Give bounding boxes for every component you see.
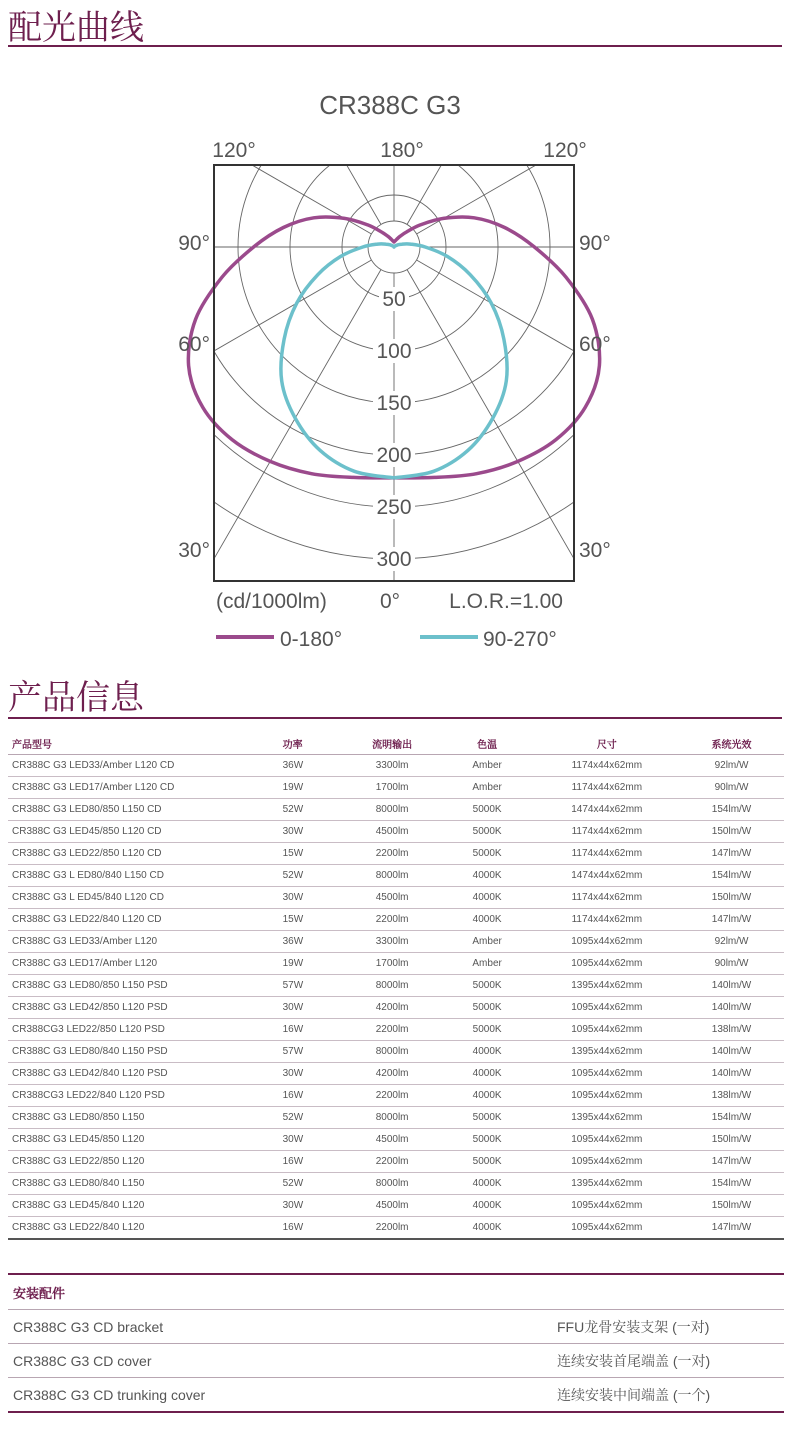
header-lumen: 流明输出 — [345, 732, 440, 755]
table-cell: 147lm/W — [679, 909, 784, 931]
table-cell: 1095x44x62mm — [535, 1085, 679, 1107]
table-row — [8, 865, 784, 887]
table-cell: 4000K — [440, 1085, 535, 1107]
table-cell: 19W — [279, 777, 345, 799]
table-cell: 16W — [279, 1151, 345, 1173]
table-row — [8, 931, 784, 953]
table-cell: CR388C G3 LED22/850 L120 CD — [8, 843, 279, 865]
table-cell: 15W — [279, 843, 345, 865]
table-cell: 1095x44x62mm — [535, 1129, 679, 1151]
table-cell: 4500lm — [345, 1195, 440, 1217]
table-cell: 1700lm — [345, 777, 440, 799]
table-cell: CR388C G3 LED22/850 L120 — [8, 1151, 279, 1173]
table-cell: 8000lm — [345, 1107, 440, 1129]
table-cell: 147lm/W — [679, 843, 784, 865]
table-cell: 30W — [279, 887, 345, 909]
table-row — [8, 887, 784, 909]
accessory-row — [8, 1344, 784, 1378]
table-cell: 2200lm — [345, 1085, 440, 1107]
table-cell: 147lm/W — [679, 1151, 784, 1173]
table-row — [8, 1041, 784, 1063]
table-cell: 3300lm — [345, 931, 440, 953]
table-cell: CR388C G3 LED33/Amber L120 — [8, 931, 279, 953]
table-cell: 36W — [279, 931, 345, 953]
table-cell: 138lm/W — [679, 1085, 784, 1107]
table-cell: 140lm/W — [679, 975, 784, 997]
table-cell: 150lm/W — [679, 821, 784, 843]
table-cell: 30W — [279, 997, 345, 1019]
table-cell: 19W — [279, 953, 345, 975]
table-cell: 5000K — [440, 975, 535, 997]
table-cell: 1395x44x62mm — [535, 1041, 679, 1063]
table-cell: 5000K — [440, 1019, 535, 1041]
product-section-title: 产品信息 — [8, 678, 144, 718]
table-cell: 90lm/W — [679, 777, 784, 799]
table-cell: 1174x44x62mm — [535, 777, 679, 799]
table-cell: 1095x44x62mm — [535, 1019, 679, 1041]
table-cell: CR388C G3 LED42/850 L120 PSD — [8, 997, 279, 1019]
table-cell: 1395x44x62mm — [535, 975, 679, 997]
table-cell: 8000lm — [345, 799, 440, 821]
table-cell: 5000K — [440, 1107, 535, 1129]
header-size: 尺寸 — [535, 732, 679, 755]
accessory-name: CR388C G3 CD trunking cover — [13, 1387, 206, 1403]
table-row — [8, 1129, 784, 1151]
table-cell: CR388C G3 L ED80/840 L150 CD — [8, 865, 279, 887]
angle-label-90-left: 90° — [178, 232, 210, 255]
chart-legend — [216, 628, 557, 651]
header-model: 产品型号 — [8, 732, 279, 755]
table-cell: CR388CG3 LED22/850 L120 PSD — [8, 1019, 279, 1041]
table-cell: 154lm/W — [679, 1173, 784, 1195]
table-cell: 4000K — [440, 1063, 535, 1085]
table-cell: 4500lm — [345, 1129, 440, 1151]
table-cell: 4000K — [440, 887, 535, 909]
table-row — [8, 799, 784, 821]
unit-label: (cd/1000lm) — [216, 590, 327, 613]
table-cell: 5000K — [440, 1151, 535, 1173]
table-cell: 30W — [279, 1195, 345, 1217]
section-divider — [8, 717, 782, 719]
table-cell: 1700lm — [345, 953, 440, 975]
table-row — [8, 1063, 784, 1085]
table-cell: CR388C G3 LED80/850 L150 CD — [8, 799, 279, 821]
table-cell: 4000K — [440, 865, 535, 887]
table-cell: Amber — [440, 931, 535, 953]
table-cell: 5000K — [440, 821, 535, 843]
table-cell: 5000K — [440, 997, 535, 1019]
angle-label-30-left: 30° — [178, 539, 210, 562]
table-cell: CR388C G3 LED80/850 L150 — [8, 1107, 279, 1129]
table-cell: 15W — [279, 909, 345, 931]
table-cell: 16W — [279, 1019, 345, 1041]
table-cell: 4000K — [440, 1217, 535, 1240]
table-cell: 52W — [279, 865, 345, 887]
table-cell: 1095x44x62mm — [535, 931, 679, 953]
accessory-name: CR388C G3 CD cover — [13, 1353, 152, 1369]
table-cell: 52W — [279, 799, 345, 821]
angle-label-0: 0° — [379, 590, 401, 613]
table-cell: 154lm/W — [679, 865, 784, 887]
table-cell: CR388C G3 LED45/850 L120 — [8, 1129, 279, 1151]
table-cell: CR388C G3 LED42/840 L120 PSD — [8, 1063, 279, 1085]
table-cell: 8000lm — [345, 865, 440, 887]
table-cell: CR388C G3 LED17/Amber L120 — [8, 953, 279, 975]
angle-label-120-right: 120° — [543, 139, 587, 162]
section-divider — [8, 45, 782, 47]
table-header-row — [8, 732, 784, 755]
accessories-title: 安装配件 — [8, 1275, 784, 1310]
table-cell: CR388C G3 LED80/840 L150 PSD — [8, 1041, 279, 1063]
table-cell: 5000K — [440, 799, 535, 821]
table-cell: 4000K — [440, 1041, 535, 1063]
table-cell: 4500lm — [345, 821, 440, 843]
table-row — [8, 777, 784, 799]
angle-label-30-right: 30° — [579, 539, 611, 562]
table-cell: 30W — [279, 1063, 345, 1085]
angle-label-120-left: 120° — [212, 139, 256, 162]
table-cell: 5000K — [440, 843, 535, 865]
table-cell: 2200lm — [345, 1151, 440, 1173]
table-cell: 138lm/W — [679, 1019, 784, 1041]
accessory-desc: 连续安装中间端盖 (一个) — [557, 1387, 711, 1403]
table-cell: 1174x44x62mm — [535, 821, 679, 843]
legend-label-90-270: 90-270° — [483, 628, 557, 651]
table-cell: 92lm/W — [679, 931, 784, 953]
table-cell: 2200lm — [345, 843, 440, 865]
table-cell: 4200lm — [345, 1063, 440, 1085]
table-cell: 52W — [279, 1107, 345, 1129]
table-cell: Amber — [440, 755, 535, 777]
table-cell: 1095x44x62mm — [535, 1217, 679, 1240]
radial-tick-label: 300 — [376, 548, 412, 571]
angle-label-90-right: 90° — [579, 232, 611, 255]
lor-label: L.O.R.=1.00 — [449, 590, 563, 613]
table-cell: 1174x44x62mm — [535, 909, 679, 931]
table-cell: CR388C G3 LED17/Amber L120 CD — [8, 777, 279, 799]
photometric-section-title: 配光曲线 — [8, 8, 144, 48]
chart-title: CR388C G3 — [319, 90, 461, 120]
radial-tick-label: 250 — [376, 496, 412, 519]
table-cell: 154lm/W — [679, 799, 784, 821]
radial-tick-label: 200 — [376, 444, 412, 467]
table-row — [8, 975, 784, 997]
table-cell: 154lm/W — [679, 1107, 784, 1129]
table-cell: CR388C G3 LED45/840 L120 — [8, 1195, 279, 1217]
table-cell: 150lm/W — [679, 1195, 784, 1217]
table-cell: 8000lm — [345, 1173, 440, 1195]
table-cell: 36W — [279, 755, 345, 777]
table-cell: 1095x44x62mm — [535, 1151, 679, 1173]
radial-tick-label: 50 — [382, 288, 406, 311]
table-cell: 4200lm — [345, 997, 440, 1019]
table-cell: 1095x44x62mm — [535, 1063, 679, 1085]
table-cell: CR388C G3 LED80/840 L150 — [8, 1173, 279, 1195]
table-cell: 140lm/W — [679, 1041, 784, 1063]
polar-light-distribution-chart — [0, 55, 790, 665]
angle-label-180: 180° — [380, 139, 424, 162]
header-efficacy: 系统光效 — [679, 732, 784, 755]
table-cell: 1174x44x62mm — [535, 843, 679, 865]
table-cell: 92lm/W — [679, 755, 784, 777]
table-cell: 4000K — [440, 1195, 535, 1217]
table-cell: 2200lm — [345, 909, 440, 931]
table-cell: 147lm/W — [679, 1217, 784, 1240]
table-cell: 8000lm — [345, 975, 440, 997]
header-power: 功率 — [279, 732, 345, 755]
table-row — [8, 909, 784, 931]
product-spec-table — [8, 732, 784, 1240]
accessory-name: CR388C G3 CD bracket — [13, 1319, 164, 1335]
table-cell: CR388C G3 LED80/850 L150 PSD — [8, 975, 279, 997]
table-cell: 1395x44x62mm — [535, 1107, 679, 1129]
table-cell: Amber — [440, 777, 535, 799]
table-cell: 1095x44x62mm — [535, 1195, 679, 1217]
table-cell: 140lm/W — [679, 1063, 784, 1085]
table-cell: 150lm/W — [679, 1129, 784, 1151]
table-cell: 3300lm — [345, 755, 440, 777]
table-cell: 4500lm — [345, 887, 440, 909]
table-row — [8, 1217, 784, 1240]
table-cell: CR388CG3 LED22/840 L120 PSD — [8, 1085, 279, 1107]
table-row — [8, 1019, 784, 1041]
table-cell: CR388C G3 LED33/Amber L120 CD — [8, 755, 279, 777]
table-cell: 2200lm — [345, 1217, 440, 1240]
table-row — [8, 755, 784, 777]
table-cell: 90lm/W — [679, 953, 784, 975]
table-row — [8, 843, 784, 865]
table-cell: 4000K — [440, 1173, 535, 1195]
angle-label-60-left: 60° — [178, 333, 210, 356]
accessory-desc: FFU龙骨安装支架 (一对) — [557, 1319, 710, 1335]
table-cell: 52W — [279, 1173, 345, 1195]
table-cell: 150lm/W — [679, 887, 784, 909]
grid-spoke — [0, 55, 371, 234]
table-row — [8, 1195, 784, 1217]
table-cell: 30W — [279, 821, 345, 843]
table-cell: 1395x44x62mm — [535, 1173, 679, 1195]
table-cell: 8000lm — [345, 1041, 440, 1063]
table-cell: CR388C G3 LED22/840 L120 — [8, 1217, 279, 1240]
table-cell: 1474x44x62mm — [535, 865, 679, 887]
table-cell: 2200lm — [345, 1019, 440, 1041]
table-cell: 1474x44x62mm — [535, 799, 679, 821]
table-cell: CR388C G3 LED45/850 L120 CD — [8, 821, 279, 843]
table-cell: 5000K — [440, 1129, 535, 1151]
table-cell: CR388C G3 L ED45/840 L120 CD — [8, 887, 279, 909]
accessories-section — [8, 1273, 784, 1413]
accessory-row — [8, 1378, 784, 1413]
table-cell: 1095x44x62mm — [535, 997, 679, 1019]
table-cell: 57W — [279, 975, 345, 997]
table-cell: 4000K — [440, 909, 535, 931]
legend-label-0-180: 0-180° — [280, 628, 343, 651]
table-row — [8, 1173, 784, 1195]
table-cell: 140lm/W — [679, 997, 784, 1019]
table-row — [8, 1107, 784, 1129]
table-cell: CR388C G3 LED22/840 L120 CD — [8, 909, 279, 931]
radial-tick-label: 100 — [376, 340, 412, 363]
table-cell: 57W — [279, 1041, 345, 1063]
table-cell: 16W — [279, 1085, 345, 1107]
grid-spoke — [417, 55, 790, 234]
table-cell: 1174x44x62mm — [535, 887, 679, 909]
table-row — [8, 1085, 784, 1107]
radial-tick-label: 150 — [376, 392, 412, 415]
table-cell: 16W — [279, 1217, 345, 1240]
accessory-row — [8, 1310, 784, 1344]
table-cell: 30W — [279, 1129, 345, 1151]
table-row — [8, 1151, 784, 1173]
header-cct: 色温 — [440, 732, 535, 755]
table-row — [8, 997, 784, 1019]
table-cell: 1095x44x62mm — [535, 953, 679, 975]
table-cell: Amber — [440, 953, 535, 975]
table-cell: 1174x44x62mm — [535, 755, 679, 777]
angle-label-60-right: 60° — [579, 333, 611, 356]
accessory-desc: 连续安装首尾端盖 (一对) — [557, 1353, 711, 1369]
table-row — [8, 953, 784, 975]
table-row — [8, 821, 784, 843]
